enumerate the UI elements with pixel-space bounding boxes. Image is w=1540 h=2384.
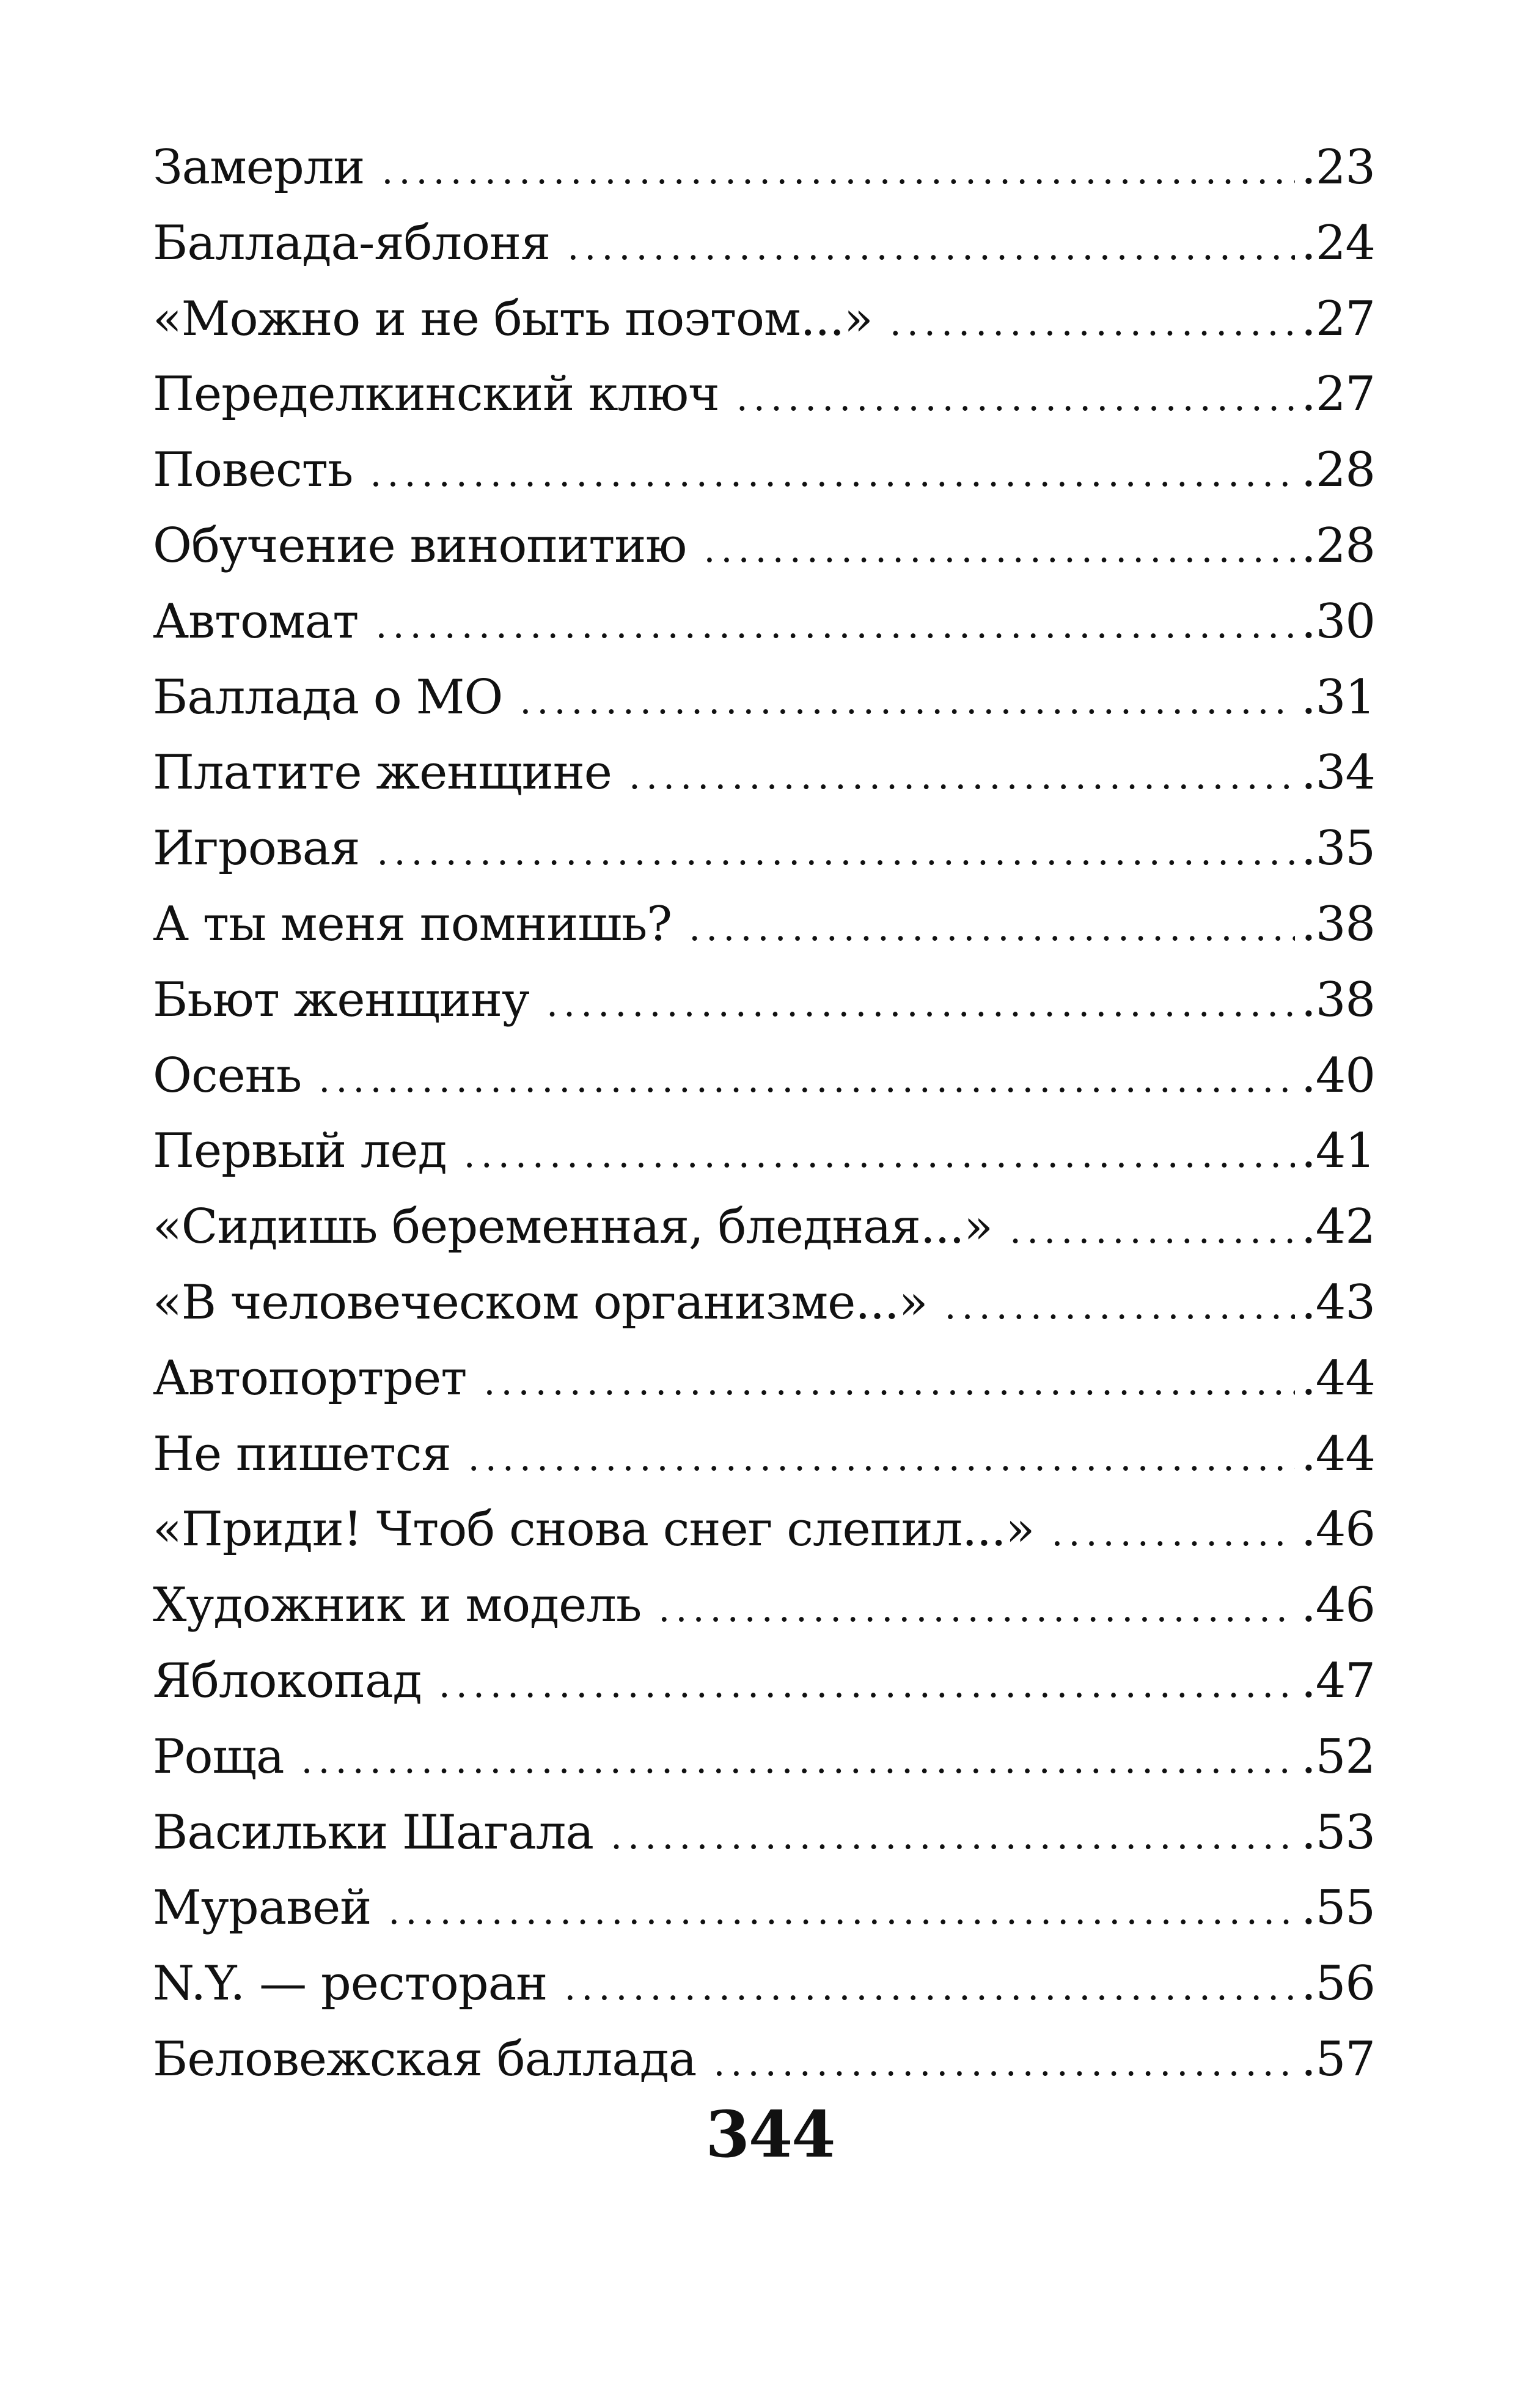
toc-entry-page: .34: [1300, 745, 1375, 801]
toc-entry-page: .44: [1300, 1350, 1375, 1406]
toc-entry-page: .43: [1300, 1275, 1375, 1330]
page-number: 344: [705, 2097, 835, 2172]
toc-entry-title: Игровая: [153, 821, 360, 877]
toc-entry-13: [153, 1048, 1375, 1128]
toc-entry-title: А ты меня помнишь?: [153, 896, 672, 952]
toc-entry-title: Автопортрет: [153, 1350, 467, 1406]
toc-entry-24: [153, 1880, 1375, 1960]
toc-entry-title: Обучение винопитию: [153, 518, 687, 573]
toc-entry-page: .31: [1300, 669, 1375, 725]
dot-leader: [689, 910, 1295, 946]
dot-leader: [370, 455, 1295, 492]
toc-entry-title: Художник и модель: [153, 1578, 642, 1633]
toc-entry-4: [153, 367, 1375, 446]
toc-entry-page: .55: [1300, 1880, 1375, 1936]
dot-leader: [318, 1061, 1295, 1098]
table-of-contents: [153, 140, 1375, 2111]
toc-entry-title: Баллада-яблоня: [153, 215, 551, 271]
toc-entry-page: .47: [1300, 1653, 1375, 1709]
toc-entry-page: .24: [1300, 215, 1375, 271]
toc-entry-6: [153, 518, 1375, 598]
dot-leader: [703, 531, 1295, 568]
dot-leader: [381, 153, 1295, 189]
dot-leader: [376, 834, 1295, 870]
dot-leader: [546, 985, 1295, 1022]
toc-entry-5: [153, 443, 1375, 522]
toc-entry-21: [153, 1653, 1375, 1733]
toc-entry-title: Васильки Шагала: [153, 1805, 593, 1860]
toc-entry-15: [153, 1199, 1375, 1279]
toc-entry-title: Не пишется: [153, 1426, 451, 1482]
toc-entry-page: .41: [1300, 1124, 1375, 1179]
dot-leader: [439, 1666, 1295, 1703]
toc-entry-page: .57: [1300, 2031, 1375, 2087]
toc-entry-19: [153, 1502, 1375, 1581]
dot-leader: [658, 1591, 1295, 1627]
toc-entry-3: [153, 291, 1375, 371]
toc-entry-page: .40: [1300, 1048, 1375, 1103]
dot-leader: [890, 304, 1295, 341]
toc-entry-title: «В человеческом организме...»: [153, 1275, 928, 1330]
toc-entry-page: .27: [1300, 291, 1375, 347]
toc-entry-title: Баллада о МО: [153, 669, 503, 725]
dot-leader: [468, 1440, 1295, 1476]
dot-leader: [519, 683, 1295, 719]
toc-entry-title: N.Y. — ресторан: [153, 1956, 548, 2012]
toc-entry-page: .56: [1300, 1956, 1375, 2012]
toc-entry-7: [153, 594, 1375, 674]
toc-entry-page: .28: [1300, 443, 1375, 498]
toc-entry-title: Переделкинский ключ: [153, 367, 719, 422]
toc-entry-title: «Приди! Чтоб снова снег слепил...»: [153, 1502, 1035, 1558]
toc-entry-page: .38: [1300, 972, 1375, 1028]
toc-entry-title: Яблокопад: [153, 1653, 422, 1709]
toc-entry-page: .23: [1300, 140, 1375, 195]
toc-entry-18: [153, 1426, 1375, 1506]
toc-entry-page: .35: [1300, 821, 1375, 877]
toc-entry-title: Муравей: [153, 1880, 372, 1936]
toc-entry-11: [153, 896, 1375, 976]
dot-leader: [567, 229, 1295, 265]
dot-leader: [464, 1136, 1295, 1173]
toc-entry-page: .46: [1300, 1502, 1375, 1558]
toc-entry-title: Роща: [153, 1729, 284, 1784]
toc-entry-title: Повесть: [153, 443, 353, 498]
toc-entry-8: [153, 669, 1375, 749]
toc-entry-9: [153, 745, 1375, 825]
toc-entry-16: [153, 1275, 1375, 1355]
toc-entry-20: [153, 1578, 1375, 1657]
dot-leader: [388, 1893, 1295, 1930]
toc-entry-title: Беловежская баллада: [153, 2031, 697, 2087]
toc-entry-25: [153, 1956, 1375, 2036]
dot-leader: [944, 1288, 1295, 1325]
toc-entry-1: [153, 140, 1375, 219]
toc-entry-17: [153, 1350, 1375, 1430]
toc-entry-page: .42: [1300, 1199, 1375, 1255]
dot-leader: [629, 758, 1295, 795]
toc-entry-page: .44: [1300, 1426, 1375, 1482]
dot-leader: [1051, 1515, 1295, 1551]
dot-leader: [1010, 1212, 1295, 1249]
toc-entry-page: .27: [1300, 367, 1375, 422]
toc-entry-2: [153, 215, 1375, 295]
toc-entry-page: .28: [1300, 518, 1375, 573]
toc-entry-10: [153, 821, 1375, 900]
toc-entry-page: .53: [1300, 1805, 1375, 1860]
toc-entry-title: «Сидишь беременная, бледная...»: [153, 1199, 992, 1255]
toc-entry-title: Автомат: [153, 594, 359, 649]
toc-entry-title: «Можно и не быть поэтом...»: [153, 291, 873, 347]
toc-entry-title: Первый лед: [153, 1124, 447, 1179]
dot-leader: [301, 1742, 1294, 1779]
toc-entry-14: [153, 1124, 1375, 1203]
toc-entry-23: [153, 1805, 1375, 1885]
toc-entry-page: .46: [1300, 1578, 1375, 1633]
toc-entry-page: .30: [1300, 594, 1375, 649]
toc-entry-title: Платите женщине: [153, 745, 612, 801]
toc-entry-page: .38: [1300, 896, 1375, 952]
dot-leader: [375, 607, 1295, 644]
dot-leader: [713, 2045, 1295, 2081]
dot-leader: [564, 1969, 1295, 2006]
toc-entry-page: .52: [1300, 1729, 1375, 1784]
toc-entry-22: [153, 1729, 1375, 1809]
toc-entry-12: [153, 972, 1375, 1052]
toc-entry-title: Осень: [153, 1048, 302, 1103]
dot-leader: [483, 1364, 1295, 1400]
dot-leader: [610, 1818, 1295, 1855]
toc-entry-title: Бьют женщину: [153, 972, 529, 1028]
toc-entry-title: Замерли: [153, 140, 365, 195]
dot-leader: [736, 380, 1295, 416]
